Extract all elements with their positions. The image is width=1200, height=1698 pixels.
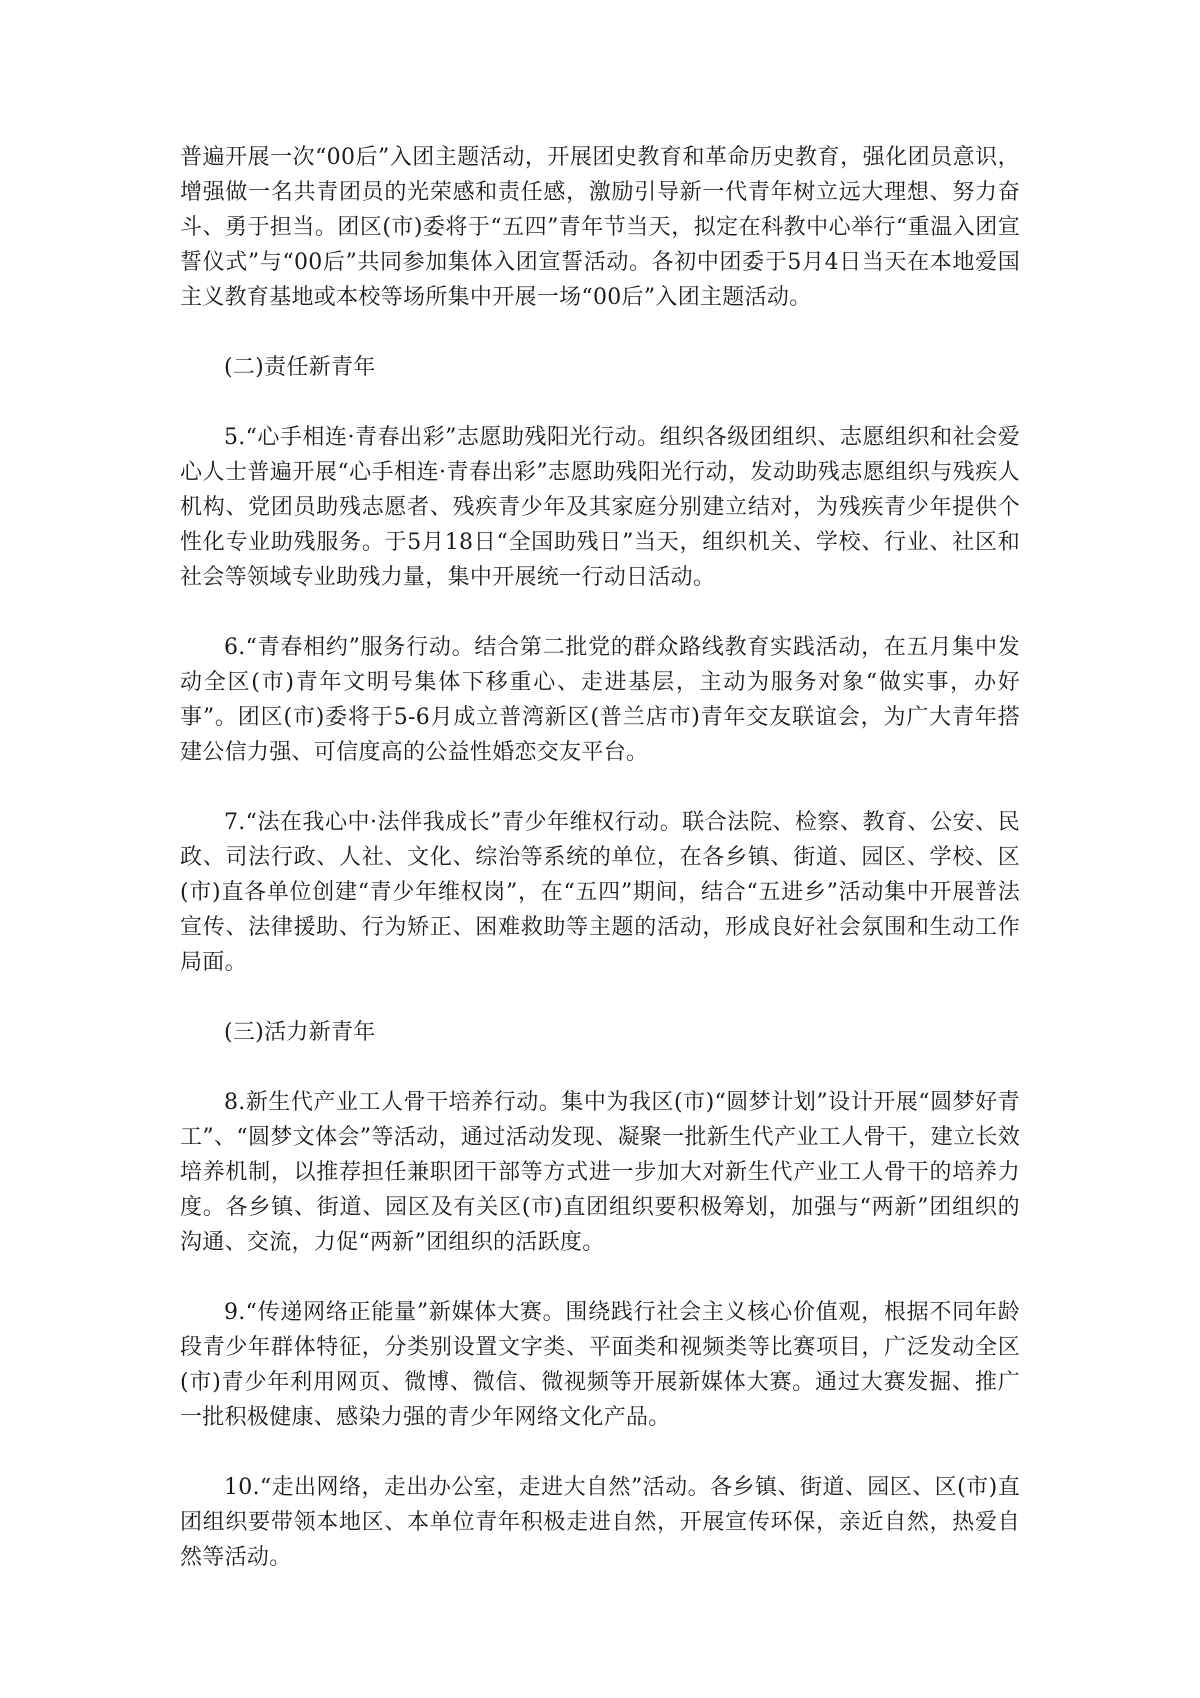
item-10-paragraph: 10.“走出网络，走出办公室，走进大自然”活动。各乡镇、街道、园区、区(市)直团组织要带领本地区、本单位青年积极走进自然，开展宣传环保，亲近自然，热爱自然等活动。: [180, 1475, 1020, 1570]
item-9-paragraph: 9.“传递网络正能量”新媒体大赛。围绕践行社会主义核心价值观，根据不同年龄段青少年群体特征，分类别设置文字类、平面类和视频类等比赛项目，广泛发动全区(市)青少年利用网页、微博、微信、微视频等开展新媒体大赛。通过大赛发掘、推广一批积极健康、感染力强的青少年网络文化产品。: [180, 1300, 1020, 1430]
section-heading-responsibility: (二)责任新青年: [224, 355, 376, 380]
section-heading-vitality: (三)活力新青年: [224, 1020, 376, 1045]
item-5-paragraph: 5.“心手相连·青春出彩”志愿助残阳光行动。组织各级团组织、志愿组织和社会爱心人士普遍开展“心手相连·青春出彩”志愿助残阳光行动，发动助残志愿组织与残疾人机构、党团员助残志愿者、残疾青少年及其家庭分别建立结对，为残疾青少年提供个性化专业助残服务。于5月18日“全国助残日”当天，组织机关、学校、行业、社区和社会等领域专业助残力量，集中开展统一行动日活动。: [180, 425, 1020, 590]
item-8-paragraph: 8.新生代产业工人骨干培养行动。集中为我区(市)“圆梦计划”设计开展“圆梦好青工”、“圆梦文体会”等活动，通过活动发现、凝聚一批新生代产业工人骨干，建立长效培养机制，以推荐担任兼职团干部等方式进一步加大对新生代产业工人骨干的培养力度。各乡镇、街道、园区及有关区(市)直团组织要积极筹划，加强与“两新”团组织的沟通、交流，力促“两新”团组织的活跃度。: [180, 1090, 1020, 1255]
intro-paragraph: 普遍开展一次“00后”入团主题活动，开展团史教育和革命历史教育，强化团员意识，增强做一名共青团员的光荣感和责任感，激励引导新一代青年树立远大理想、努力奋斗、勇于担当。团区(市)委将于“五四”青年节当天，拟定在科教中心举行“重温入团宣誓仪式”与“00后”共同参加集体入团宣誓活动。各初中团委于5月4日当天在本地爱国主义教育基地或本校等场所集中开展一场“00后”入团主题活动。: [180, 145, 1020, 310]
item-6-paragraph: 6.“青春相约”服务行动。结合第二批党的群众路线教育实践活动，在五月集中发动全区(市)青年文明号集体下移重心、走进基层，主动为服务对象“做实事，办好事”。团区(市)委将于5-6月成立普湾新区(普兰店市)青年交友联谊会，为广大青年搭建公信力强、可信度高的公益性婚恋交友平台。: [180, 635, 1020, 765]
item-7-paragraph: 7.“法在我心中·法伴我成长”青少年维权行动。联合法院、检察、教育、公安、民政、司法行政、人社、文化、综治等系统的单位，在各乡镇、街道、园区、学校、区(市)直各单位创建“青少年维权岗”，在“五四”期间，结合“五进乡”活动集中开展普法宣传、法律援助、行为矫正、困难救助等主题的活动，形成良好社会氛围和生动工作局面。: [180, 810, 1020, 975]
